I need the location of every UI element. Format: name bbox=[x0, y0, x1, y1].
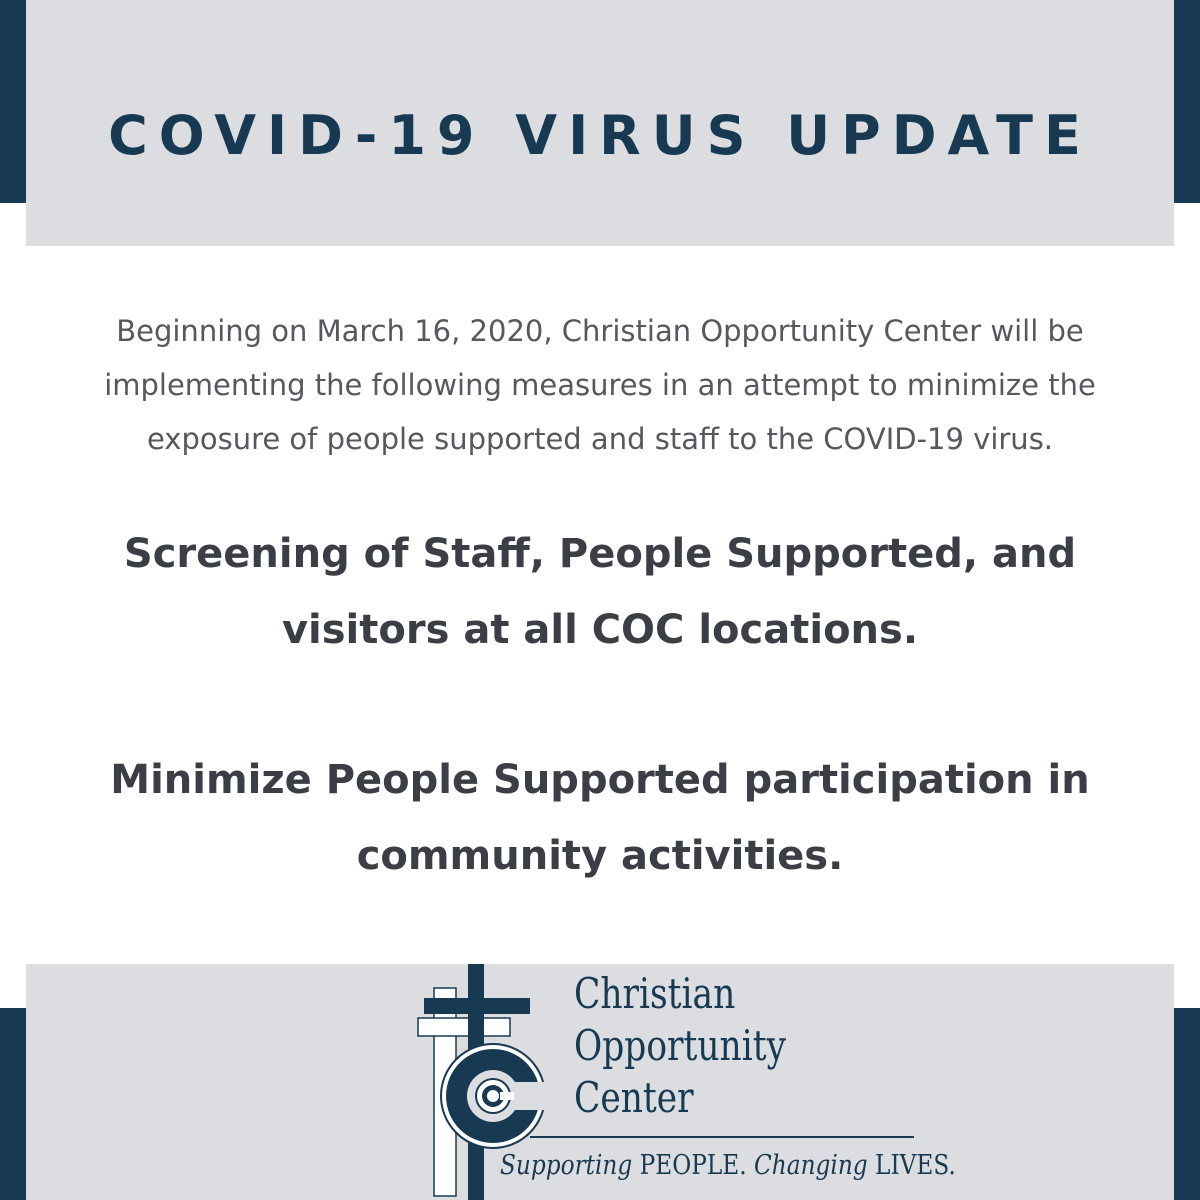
coc-logo bbox=[390, 964, 956, 1200]
page-title: COVID-19 VIRUS UPDATE bbox=[108, 104, 1092, 167]
measure-community-line-1: Minimize People Supported participation in bbox=[110, 757, 1090, 803]
header-panel bbox=[26, 0, 1174, 246]
measure-community-line-2: community activities. bbox=[356, 833, 844, 879]
measure-screening-line-2: visitors at all COC locations. bbox=[281, 607, 919, 653]
logo-name-line-1: Christian bbox=[574, 969, 736, 1018]
intro-line-2: implementing the following measures in an attempt to minimize the bbox=[104, 368, 1096, 402]
tagline-lives: LIVES. bbox=[867, 1150, 956, 1181]
footer-panel bbox=[26, 964, 1174, 1200]
corner-bar-bottom-left bbox=[0, 1008, 26, 1200]
tagline-changing: Changing bbox=[754, 1150, 868, 1181]
logo-name-line-2: Opportunity bbox=[574, 1021, 787, 1070]
measure-screening bbox=[40, 516, 1160, 668]
corner-bar-bottom-right bbox=[1174, 1008, 1200, 1200]
logo-name-line-3: Center bbox=[574, 1073, 694, 1122]
measure-screening-line-1: Screening of Staff, People Supported, and bbox=[123, 531, 1077, 577]
tagline-supporting: Supporting bbox=[500, 1150, 633, 1181]
intro-paragraph bbox=[40, 304, 1160, 466]
intro-line-3: exposure of people supported and staff to the COVID-19 virus. bbox=[146, 422, 1054, 456]
corner-bar-top-left bbox=[0, 0, 26, 203]
tagline-people: PEOPLE. bbox=[632, 1150, 755, 1181]
logo-tagline bbox=[500, 1148, 956, 1184]
logo-divider bbox=[530, 1136, 914, 1138]
measure-community bbox=[40, 742, 1160, 894]
corner-bar-top-right bbox=[1174, 0, 1200, 203]
intro-line-1: Beginning on March 16, 2020, Christian Opportunity Center will be bbox=[116, 314, 1084, 348]
